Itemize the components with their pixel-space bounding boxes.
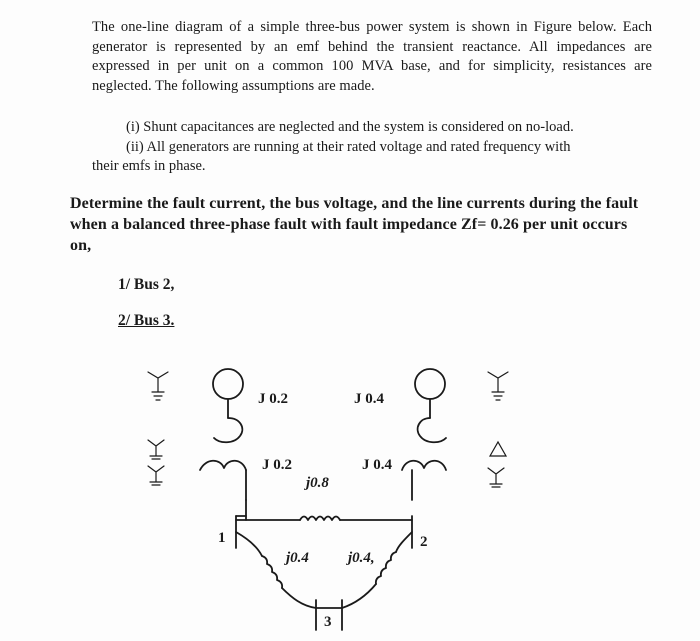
bus-1-label: 1 (218, 530, 226, 546)
right-tx-delta-icon (490, 442, 506, 456)
line-13-lower (282, 588, 316, 608)
left-tx-wye-ground-icon-2 (148, 466, 164, 485)
line-12-reactance-coil (300, 517, 340, 521)
tx-right-reactance-label: J 0.4 (362, 457, 392, 473)
line-12-label: j0.8 (306, 475, 329, 491)
right-tx-lower-coil (402, 461, 446, 470)
gen-right-reactance-label: J 0.4 (354, 391, 384, 407)
left-generator-icon (213, 369, 243, 399)
assumption-2a: (ii) All generators are running at their rated voltage and rated frequency with (126, 138, 571, 155)
case-bus-3: 2/ Bus 3. (118, 312, 175, 329)
bus-2-label: 2 (420, 534, 428, 550)
line-13-label: j0.4 (286, 550, 309, 566)
line-23-label: j0.4, (348, 550, 375, 566)
line-23-upper (396, 532, 412, 552)
line-23-reactance-coil (376, 552, 396, 584)
left-gen-wye-ground-icon (148, 372, 168, 400)
bus-3-label: 3 (324, 614, 332, 630)
assumption-2b: their emfs in phase. (92, 158, 206, 174)
line-13-reactance-coil (262, 556, 282, 588)
right-tx-upper-coil (418, 418, 446, 442)
left-tx-upper-coil (214, 418, 242, 442)
case-bus-2: 1/ Bus 2, (118, 276, 175, 293)
line-23-lower (342, 584, 376, 608)
question-text: Determine the fault current, the bus voltage, and the line currents during the fault when a balanced three-phase fault with fault impedance Zf= 0.26 per unit occurs on, (70, 195, 639, 254)
line-13-upper (236, 532, 262, 556)
right-gen-wye-ground-icon (488, 372, 508, 400)
tx-left-reactance-label: J 0.2 (262, 457, 292, 473)
left-tx-lower-coil (200, 461, 246, 470)
right-tx-wye-ground-icon (488, 468, 504, 487)
problem-intro: The one-line diagram of a simple three-bus power system is shown in Figure below. Each generator is represented by an emf behind the transient reactance. All impedances are expressed in per unit on a common 100 MVA base, and for simplicity, resistances are neglected. The following assumptions are made. (92, 19, 652, 94)
assumption-1: (i) Shunt capacitances are neglected and the system is considered on no-load. (126, 119, 574, 135)
left-tx-wye-ground-icon-1 (148, 440, 164, 459)
right-generator-icon (415, 369, 445, 399)
gen-left-reactance-label: J 0.2 (258, 391, 288, 407)
